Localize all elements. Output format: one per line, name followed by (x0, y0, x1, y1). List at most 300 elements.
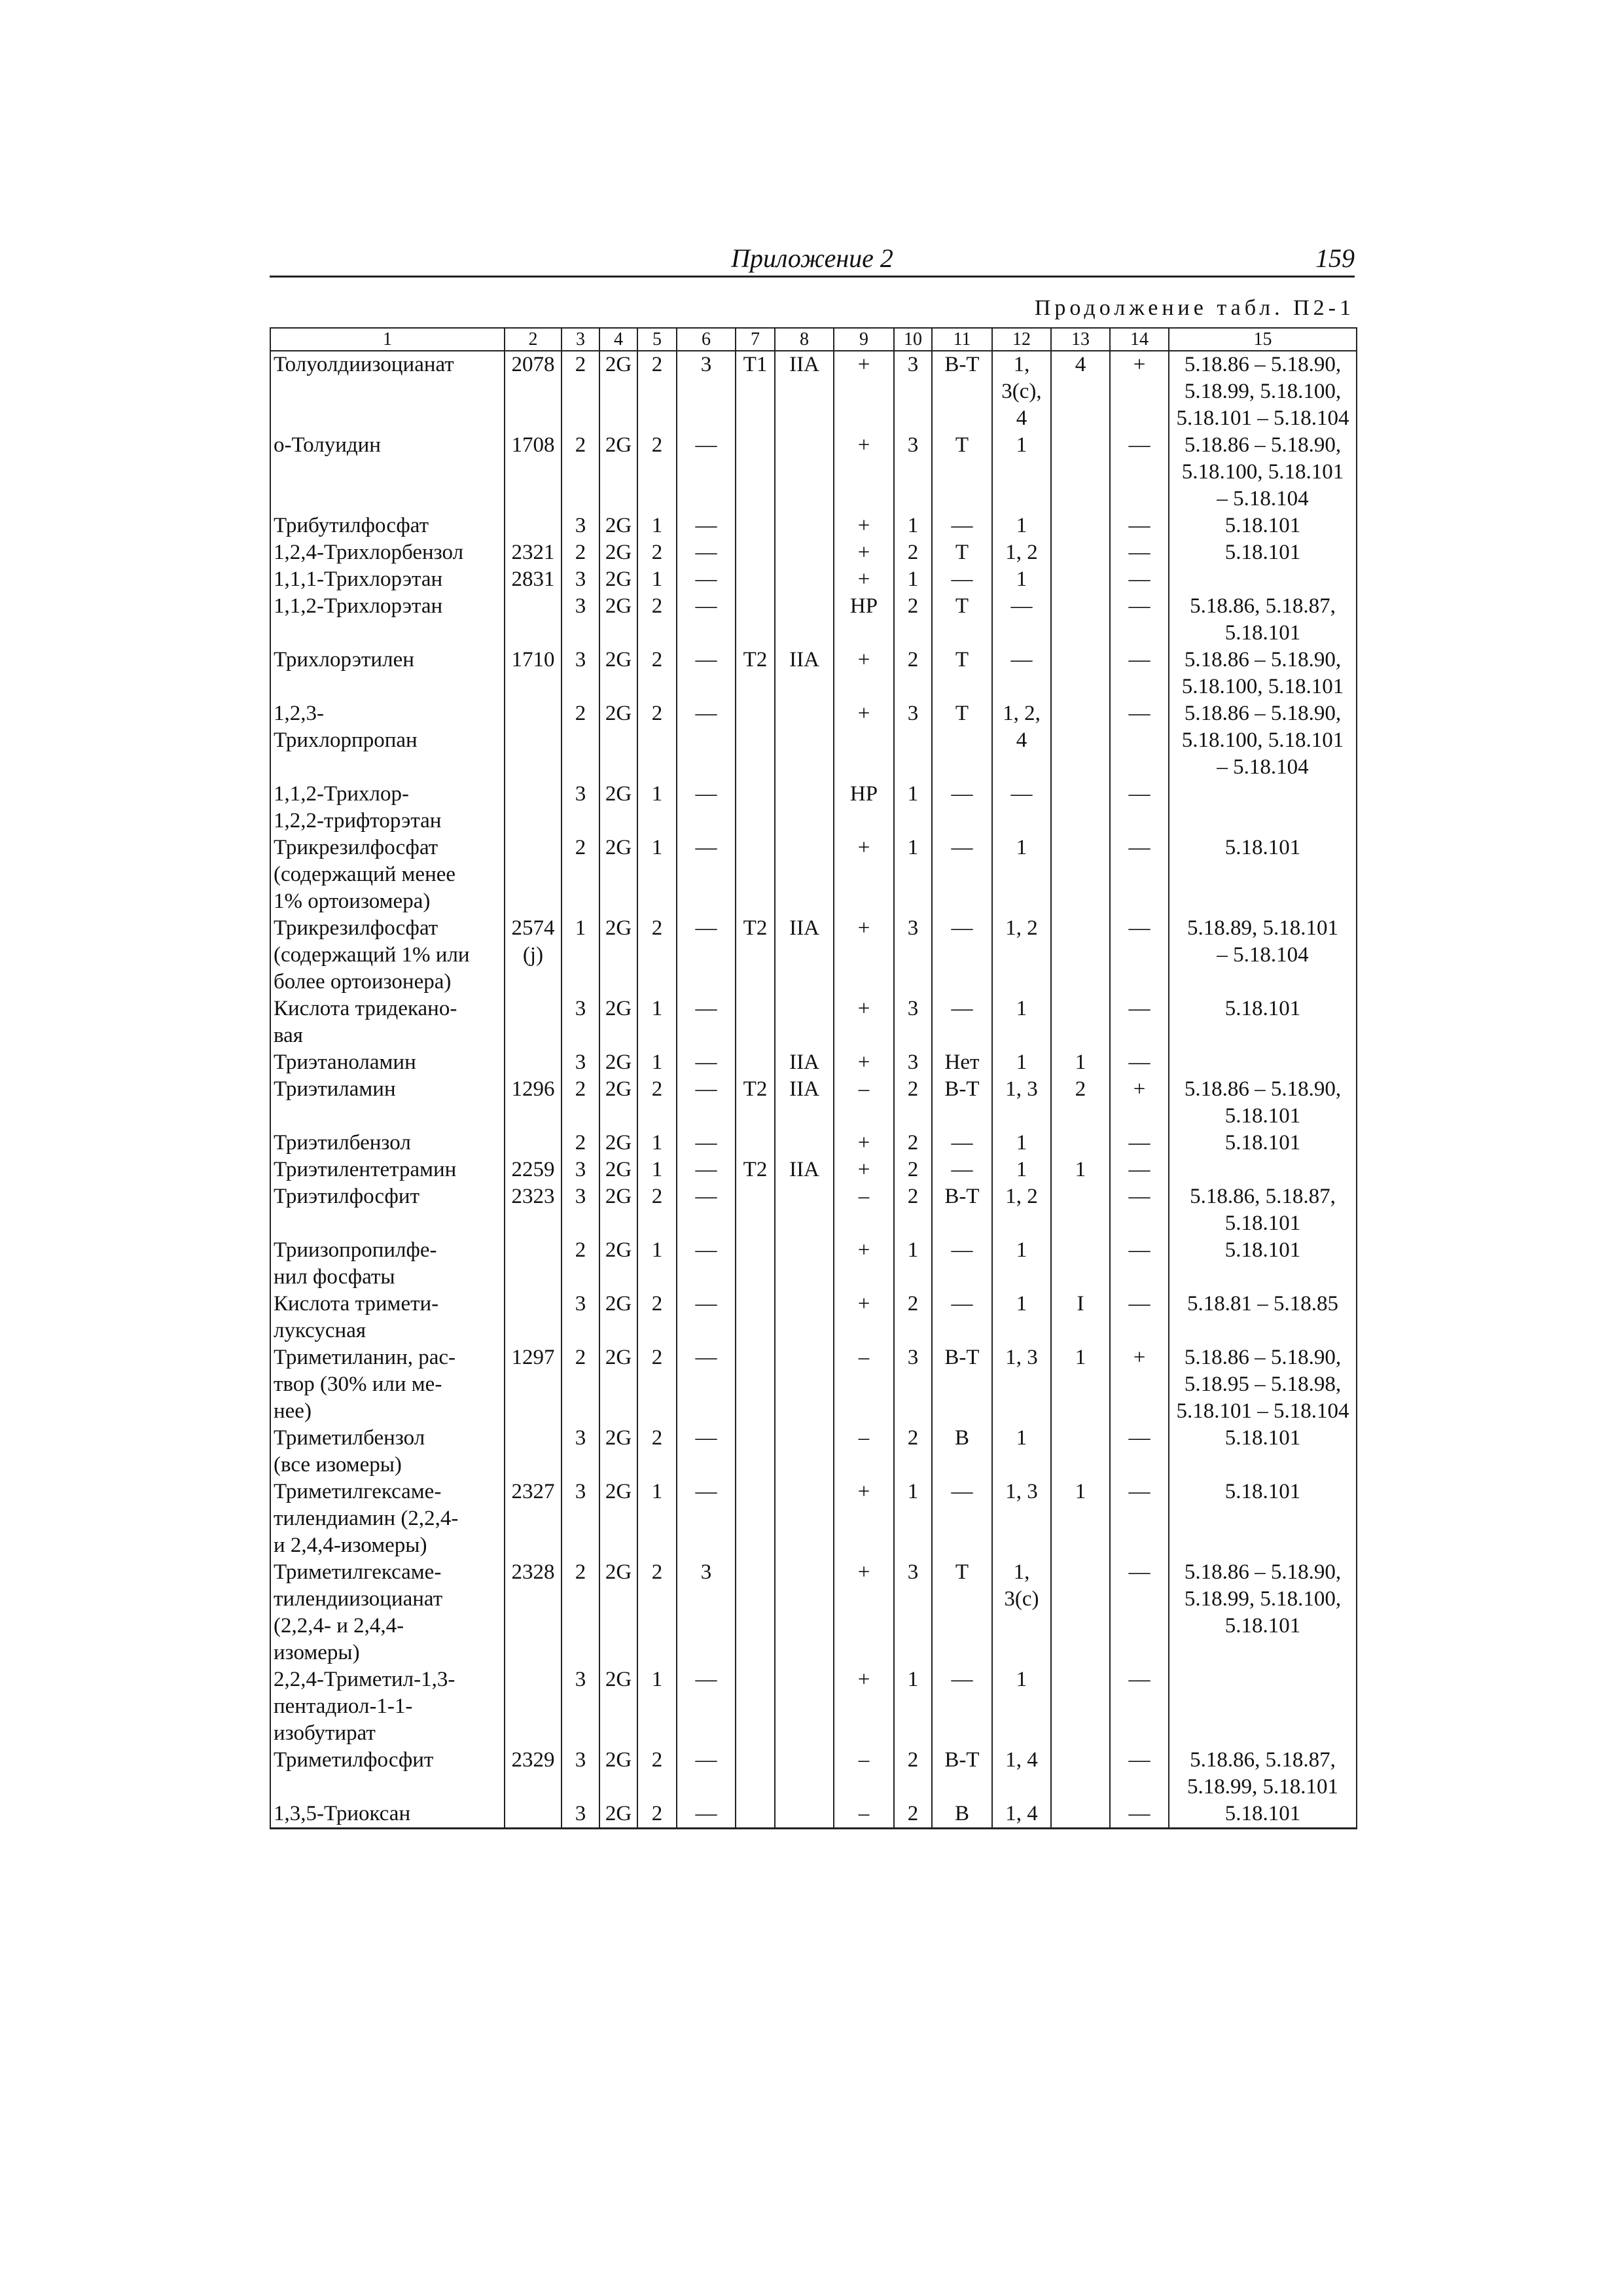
table-cell: 1, 3 (992, 1479, 1051, 1559)
table-cell: — (677, 1237, 736, 1291)
table-cell: 2 (637, 1291, 677, 1344)
table-cell: — (1110, 1479, 1169, 1559)
table-cell (1051, 781, 1110, 834)
table-cell: — (677, 1157, 736, 1183)
table-cell: T2 (736, 1157, 775, 1183)
table-cell: + (834, 1130, 894, 1157)
table-cell: + (1110, 1344, 1169, 1425)
table-cell: 1, 3(c) (992, 1559, 1051, 1666)
table-cell: 2G (599, 1747, 637, 1801)
table-cell: — (992, 647, 1051, 700)
table-cell (505, 593, 562, 647)
column-header: 4 (599, 328, 637, 351)
table-cell: 2 (637, 1425, 677, 1479)
table-cell: 2G (599, 915, 637, 996)
table-cell (736, 432, 775, 512)
table-row (270, 1425, 1357, 1479)
table-cell: 1708 (505, 432, 562, 512)
table-cell: 3 (562, 781, 599, 834)
table-cell: 1 (992, 1049, 1051, 1076)
table-cell: IIA (775, 1157, 834, 1183)
table-cell: 3 (894, 915, 932, 996)
table-cell: T (932, 647, 992, 700)
table-cell: 3 (562, 593, 599, 647)
table-cell: 2 (637, 351, 677, 432)
table-cell (736, 1559, 775, 1666)
table-cell: B-T (932, 1183, 992, 1237)
table-cell (736, 1801, 775, 1829)
table-cell: 3 (677, 351, 736, 432)
substance-name-cell: Триметилгексаме- тилендиамин (2,2,4- и 2,4,4-изомеры) (270, 1479, 505, 1559)
table-cell: 5.18.89, 5.18.101 – 5.18.104 (1169, 915, 1357, 996)
table-cell (775, 834, 834, 915)
table-cell: 1296 (505, 1076, 562, 1130)
table-cell: 5.18.101 (1169, 996, 1357, 1049)
table-cell: 2 (894, 1801, 932, 1829)
column-header: 6 (677, 328, 736, 351)
table-cell: 2 (637, 1183, 677, 1237)
table-cell: 2328 (505, 1559, 562, 1666)
substance-name-cell: 1,1,1-Трихлорэтан (270, 566, 505, 593)
table-cell: — (932, 1237, 992, 1291)
table-cell (505, 1666, 562, 1747)
table-cell (775, 1801, 834, 1829)
table-cell: 3 (562, 647, 599, 700)
table-cell: B-T (932, 351, 992, 432)
table-cell: 3 (562, 1666, 599, 1747)
table-cell (775, 1425, 834, 1479)
table-cell (775, 1479, 834, 1559)
table-cell (1169, 1049, 1357, 1076)
table-cell: 2 (637, 593, 677, 647)
table-cell (775, 1291, 834, 1344)
substance-name-cell: Триизопропилфе- нил фосфаты (270, 1237, 505, 1291)
table-cell: 3 (562, 1801, 599, 1829)
table-cell: 2574 (j) (505, 915, 562, 996)
table-cell: 2 (637, 915, 677, 996)
table-cell: 2 (894, 1076, 932, 1130)
table-cell (736, 781, 775, 834)
table-row (270, 566, 1357, 593)
table-row (270, 1076, 1357, 1130)
table-cell: 1 (637, 996, 677, 1049)
column-header: 12 (992, 328, 1051, 351)
table-cell: НР (834, 593, 894, 647)
table-cell: 1 (992, 996, 1051, 1049)
table-cell (775, 700, 834, 781)
table-cell: 1 (637, 1049, 677, 1076)
table-cell (736, 1344, 775, 1425)
table-row (270, 1559, 1357, 1666)
substance-name-cell: Триэтаноламин (270, 1049, 505, 1076)
table-cell: 1 (992, 1666, 1051, 1747)
substance-name-cell: Триметиланин, рас- твор (30% или ме- нее) (270, 1344, 505, 1425)
table-cell (1051, 1425, 1110, 1479)
substance-name-cell: Трикрезилфосфат (содержащий 1% или более ортоизонера) (270, 915, 505, 996)
table-cell: I (1051, 1291, 1110, 1344)
table-cell: 1 (637, 1237, 677, 1291)
table-cell: 1 (894, 1237, 932, 1291)
table-cell (775, 1237, 834, 1291)
table-cell: — (1110, 700, 1169, 781)
table-cell (736, 539, 775, 566)
table-cell: 2 (894, 1425, 932, 1479)
table-cell (775, 512, 834, 539)
table-cell: 1 (637, 1479, 677, 1559)
table-cell: НР (834, 781, 894, 834)
table-cell: 2 (637, 1344, 677, 1425)
table-cell: + (834, 647, 894, 700)
table-cell: — (1110, 1291, 1169, 1344)
table-cell: — (1110, 1157, 1169, 1183)
table-cell (775, 1559, 834, 1666)
table-row (270, 1666, 1357, 1747)
table-cell: + (834, 1049, 894, 1076)
table-cell: 2G (599, 1049, 637, 1076)
table-cell: T (932, 432, 992, 512)
table-cell (1051, 512, 1110, 539)
table-cell: 2G (599, 1130, 637, 1157)
table-cell: 2 (637, 1801, 677, 1829)
table-cell: 1 (894, 1479, 932, 1559)
table-cell: 1 (637, 1157, 677, 1183)
table-cell: 1 (992, 1157, 1051, 1183)
table-cell: Нет (932, 1049, 992, 1076)
table-cell (1051, 1183, 1110, 1237)
table-row (270, 539, 1357, 566)
table-cell: — (932, 1479, 992, 1559)
table-cell: 2G (599, 566, 637, 593)
table-cell: 2G (599, 647, 637, 700)
table-cell: 1 (637, 1130, 677, 1157)
table-cell: — (677, 1183, 736, 1237)
table-cell: 3 (562, 1183, 599, 1237)
table-cell: 2G (599, 432, 637, 512)
column-header: 8 (775, 328, 834, 351)
column-header: 14 (1110, 328, 1169, 351)
table-row (270, 1344, 1357, 1425)
table-cell: — (677, 1425, 736, 1479)
table-cell (1169, 1157, 1357, 1183)
table-cell: 1 (1051, 1479, 1110, 1559)
table-cell: – (834, 1801, 894, 1829)
table-cell: 1, 2 (992, 915, 1051, 996)
table-cell: 3 (562, 996, 599, 1049)
substance-name-cell: 2,2,4-Триметил-1,3- пентадиол-1-1- изобутират (270, 1666, 505, 1747)
substance-name-cell: Триэтиламин (270, 1076, 505, 1130)
column-header: 7 (736, 328, 775, 351)
table-cell: 3 (894, 351, 932, 432)
table-cell: 2G (599, 996, 637, 1049)
page-number: 159 (1315, 243, 1355, 273)
table-cell: — (932, 512, 992, 539)
table-cell: 2 (562, 1237, 599, 1291)
table-cell: 1 (992, 1425, 1051, 1479)
table-cell: 1 (637, 781, 677, 834)
substance-name-cell: 1,1,2-Трихлор- 1,2,2-трифторэтан (270, 781, 505, 834)
table-cell: 2 (562, 834, 599, 915)
table-row (270, 1237, 1357, 1291)
table-cell: IIA (775, 647, 834, 700)
table-row (270, 996, 1357, 1049)
table-cell: 2 (562, 1130, 599, 1157)
table-cell: 5.18.86, 5.18.87, 5.18.101 (1169, 593, 1357, 647)
table-cell: 2 (637, 700, 677, 781)
substance-name-cell: Трихлорэтилен (270, 647, 505, 700)
table-cell: 2G (599, 1425, 637, 1479)
table-cell (505, 1130, 562, 1157)
table-cell: 2321 (505, 539, 562, 566)
table-cell: T (932, 1559, 992, 1666)
table-cell: 3 (562, 1157, 599, 1183)
table-cell (505, 700, 562, 781)
table-cell: — (677, 593, 736, 647)
substance-name-cell: Триэтилбензол (270, 1130, 505, 1157)
table-cell: 2 (1051, 1076, 1110, 1130)
table-cell: 2G (599, 781, 637, 834)
table-cell: 1, 3(c), 4 (992, 351, 1051, 432)
table-cell: 1 (992, 432, 1051, 512)
table-row (270, 1049, 1357, 1076)
table-cell (1051, 996, 1110, 1049)
substance-name-cell: 1,3,5-Триоксан (270, 1801, 505, 1829)
table-cell: 2 (637, 432, 677, 512)
table-cell (736, 1425, 775, 1479)
column-header: 13 (1051, 328, 1110, 351)
table-cell: 1 (1051, 1344, 1110, 1425)
table-row (270, 432, 1357, 512)
table-cell: 2G (599, 539, 637, 566)
table-cell: 1 (992, 1237, 1051, 1291)
table-cell: — (677, 1344, 736, 1425)
table-cell (736, 700, 775, 781)
table-cell: 1 (1051, 1157, 1110, 1183)
table-cell: 2 (562, 700, 599, 781)
table-cell (505, 834, 562, 915)
table-row (270, 1157, 1357, 1183)
table-cell: 3 (894, 432, 932, 512)
substance-name-cell: Кислота тримети- луксусная (270, 1291, 505, 1344)
table-cell (1169, 566, 1357, 593)
table-cell: — (677, 700, 736, 781)
table-cell: 2 (562, 432, 599, 512)
table-cell (775, 566, 834, 593)
substance-name-cell: Триэтилфосфит (270, 1183, 505, 1237)
table-cell (736, 1237, 775, 1291)
table-row (270, 1747, 1357, 1801)
table-cell: T2 (736, 647, 775, 700)
table-cell: — (1110, 1559, 1169, 1666)
substance-name-cell: 1,2,4-Трихлорбензол (270, 539, 505, 566)
table-cell: — (1110, 1130, 1169, 1157)
column-header: 10 (894, 328, 932, 351)
substance-name-cell: Триметилфосфит (270, 1747, 505, 1801)
table-cell: 3 (894, 996, 932, 1049)
table-cell: 1 (992, 512, 1051, 539)
table-cell (1051, 1747, 1110, 1801)
table-cell (1051, 1801, 1110, 1829)
table-cell: — (677, 1291, 736, 1344)
table-cell (1051, 432, 1110, 512)
table-cell: 3 (562, 566, 599, 593)
table-cell: 2 (562, 1344, 599, 1425)
substance-name-cell: Триметилбензол (все изомеры) (270, 1425, 505, 1479)
table-cell: 5.18.86 – 5.18.90, 5.18.100, 5.18.101 – 5.18.104 (1169, 700, 1357, 781)
table-cell: 2831 (505, 566, 562, 593)
substance-name-cell: Триметилгексаме- тилендиизоцианат (2,2,4- и 2,4,4- изомеры) (270, 1559, 505, 1666)
table-cell: — (677, 1076, 736, 1130)
table-cell: — (677, 432, 736, 512)
table-row (270, 1291, 1357, 1344)
table-cell: 1 (637, 834, 677, 915)
table-cell: 2G (599, 1666, 637, 1747)
table-cell: — (1110, 996, 1169, 1049)
table-cell: — (992, 781, 1051, 834)
table-cell (1051, 700, 1110, 781)
table-cell: 5.18.101 (1169, 834, 1357, 915)
table-cell: — (677, 834, 736, 915)
table-cell: + (834, 1237, 894, 1291)
table-cell (505, 1049, 562, 1076)
table-cell: 5.18.101 (1169, 1130, 1357, 1157)
table-cell: 2G (599, 1479, 637, 1559)
table-cell: — (932, 1130, 992, 1157)
table-cell: 1 (637, 512, 677, 539)
table-cell: — (677, 566, 736, 593)
table-cell (1051, 1559, 1110, 1666)
table-cell: — (1110, 1747, 1169, 1801)
table-cell: 1 (894, 512, 932, 539)
table-cell (736, 834, 775, 915)
table-row (270, 1479, 1357, 1559)
table-cell (775, 1666, 834, 1747)
table-cell: 2 (894, 1183, 932, 1237)
table-cell: 5.18.86, 5.18.87, 5.18.99, 5.18.101 (1169, 1747, 1357, 1801)
table-cell: 5.18.86 – 5.18.90, 5.18.100, 5.18.101 – 5.18.104 (1169, 432, 1357, 512)
table-cell: — (677, 1130, 736, 1157)
table-row (270, 351, 1357, 432)
table-cell: 2 (562, 1076, 599, 1130)
table-row (270, 512, 1357, 539)
table-cell: 3 (894, 700, 932, 781)
table-cell: 2 (894, 1291, 932, 1344)
table-cell (775, 1747, 834, 1801)
table-cell: 1710 (505, 647, 562, 700)
table-cell: — (677, 512, 736, 539)
table-cell: 2G (599, 1801, 637, 1829)
table-cell: + (834, 1559, 894, 1666)
table-cell: IIA (775, 1049, 834, 1076)
table-row (270, 700, 1357, 781)
table-cell: 1, 2, 4 (992, 700, 1051, 781)
table-cell (1051, 593, 1110, 647)
table-row (270, 647, 1357, 700)
table-cell (775, 781, 834, 834)
table-cell (736, 996, 775, 1049)
table-cell: 1 (992, 1130, 1051, 1157)
table-cell: + (834, 915, 894, 996)
table-cell (1169, 781, 1357, 834)
table-cell (775, 1130, 834, 1157)
table-cell: 2G (599, 1291, 637, 1344)
table-cell: 1 (894, 1666, 932, 1747)
table-cell: 2G (599, 834, 637, 915)
table-cell: — (1110, 915, 1169, 996)
table-cell: — (932, 1157, 992, 1183)
table-cell: — (932, 915, 992, 996)
table-cell: T2 (736, 915, 775, 996)
table-row (270, 915, 1357, 996)
table-cell: 1 (562, 915, 599, 996)
substance-name-cell: о-Толуидин (270, 432, 505, 512)
table-cell: 1 (894, 566, 932, 593)
table-cell: 1 (992, 1291, 1051, 1344)
table-cell: 2323 (505, 1183, 562, 1237)
table-cell: – (834, 1747, 894, 1801)
table-cell: 2 (894, 539, 932, 566)
table-cell: 1297 (505, 1344, 562, 1425)
running-header (270, 239, 1355, 278)
table-cell: — (1110, 566, 1169, 593)
table-cell (1169, 1666, 1357, 1747)
table-cell (1051, 1237, 1110, 1291)
column-header: 15 (1169, 328, 1357, 351)
table-cell: + (834, 1291, 894, 1344)
table-cell: 3 (562, 512, 599, 539)
table-cell: T (932, 700, 992, 781)
table-cell: 3 (894, 1049, 932, 1076)
table-cell (736, 593, 775, 647)
table-cell: 2327 (505, 1479, 562, 1559)
table-cell: 2 (637, 1076, 677, 1130)
table-cell (736, 1049, 775, 1076)
table-cell: 2G (599, 700, 637, 781)
table-cell: + (834, 1479, 894, 1559)
table-cell (775, 432, 834, 512)
table-cell: T (932, 593, 992, 647)
table-cell: 2 (894, 1157, 932, 1183)
table-cell (1051, 647, 1110, 700)
table-cell: 2 (894, 1747, 932, 1801)
substance-name-cell: Кислота тридекано- вая (270, 996, 505, 1049)
table-cell: 2G (599, 512, 637, 539)
table-cell: IIA (775, 915, 834, 996)
table-cell: B-T (932, 1747, 992, 1801)
table-cell: 5.18.86 – 5.18.90, 5.18.95 – 5.18.98, 5.18.101 – 5.18.104 (1169, 1344, 1357, 1425)
table-cell: 1 (992, 566, 1051, 593)
table-cell (505, 1291, 562, 1344)
table-cell (775, 1344, 834, 1425)
table-cell: — (932, 1666, 992, 1747)
table-cell (775, 593, 834, 647)
table-cell: B-T (932, 1344, 992, 1425)
table-cell: 2G (599, 1157, 637, 1183)
table-cell: – (834, 1183, 894, 1237)
table-cell: — (677, 539, 736, 566)
table-cell (775, 539, 834, 566)
table-cell: 2 (637, 1747, 677, 1801)
column-header: 9 (834, 328, 894, 351)
table-cell (1051, 1666, 1110, 1747)
table-cell: 3 (677, 1559, 736, 1666)
table-cell: + (834, 351, 894, 432)
table-cell: 1, 2 (992, 1183, 1051, 1237)
table-cell (505, 512, 562, 539)
table-cell: 2G (599, 1237, 637, 1291)
table-cell: 2329 (505, 1747, 562, 1801)
table-cell (1051, 1130, 1110, 1157)
table-cell (505, 1237, 562, 1291)
